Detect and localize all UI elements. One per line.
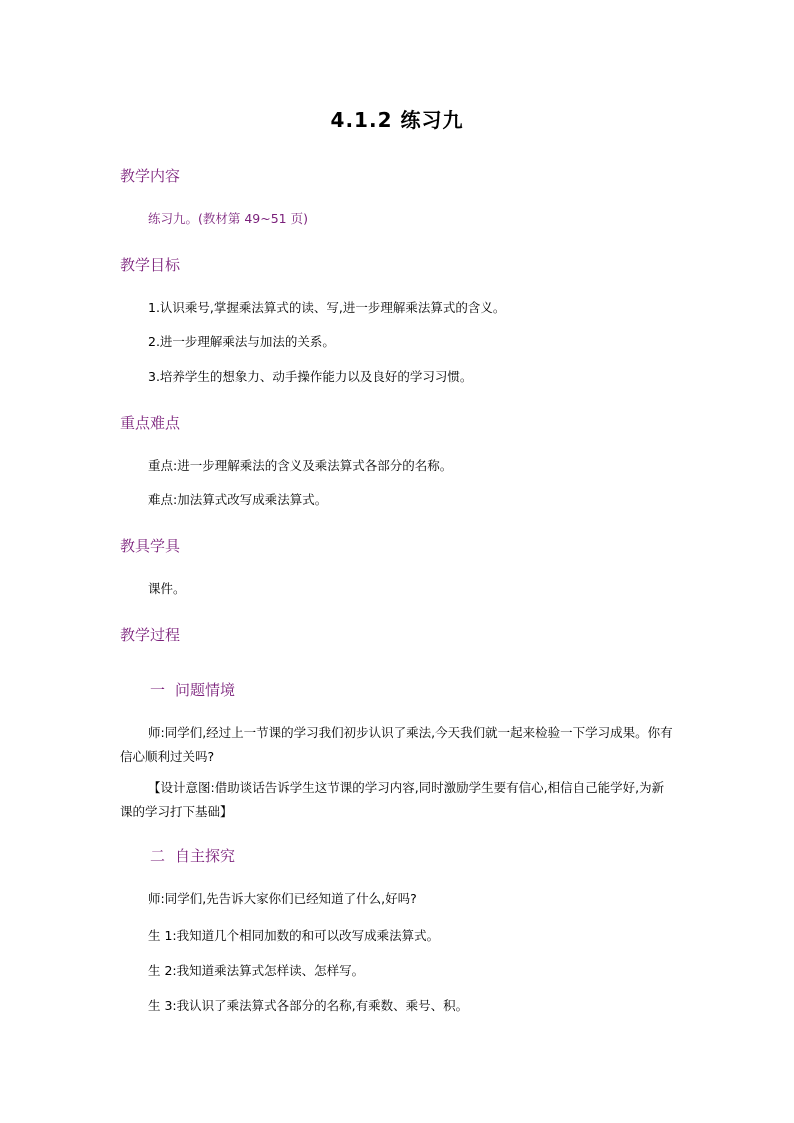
heading-keypoints: 重点难点 bbox=[120, 414, 181, 432]
heading-process: 教学过程 bbox=[120, 626, 181, 644]
subheading-self-exploration bbox=[150, 845, 235, 866]
keypoint-item-2: 难点:加法算式改写成乘法算式。 bbox=[148, 492, 328, 507]
subheading-number: 二 bbox=[150, 847, 166, 865]
keypoint-item-1: 重点:进一步理解乘法的含义及乘法算式各部分的名称。 bbox=[148, 458, 453, 473]
process-part2-paragraph-1: 师:同学们,先告诉大家你们已经知道了什么,好吗? bbox=[148, 891, 417, 906]
subheading-title: 自主探究 bbox=[175, 847, 236, 865]
goal-item-2: 2.进一步理解乘法与加法的关系。 bbox=[148, 334, 335, 349]
goal-item-3: 3.培养学生的想象力、动手操作能力以及良好的学习习惯。 bbox=[148, 369, 473, 384]
subheading-title: 问题情境 bbox=[175, 681, 236, 699]
goal-item-1: 1.认识乘号,掌握乘法算式的读、写,进一步理解乘法算式的含义。 bbox=[148, 300, 506, 315]
content-text: 练习九。(教材第 49~51 页) bbox=[148, 211, 308, 226]
process-part1-paragraph-1: 师:同学们,经过上一节课的学习我们初步认识了乘法,今天我们就一起来检验一下学习成果。你有信心顺利过关吗? bbox=[120, 725, 673, 764]
process-part2-paragraph-2: 生 1:我知道几个相同加数的和可以改写成乘法算式。 bbox=[148, 928, 440, 943]
heading-tools: 教具学具 bbox=[120, 537, 181, 555]
page-title: 4.1.2 练习九 bbox=[330, 108, 464, 132]
subheading-problem-situation bbox=[150, 679, 235, 700]
subheading-number: 一 bbox=[150, 681, 166, 699]
process-part1-paragraph-2: 【设计意图:借助谈话告诉学生这节课的学习内容,同时激励学生要有信心,相信自己能学好,为新课的学习打下基础】 bbox=[120, 780, 665, 819]
process-part2-paragraph-3: 生 2:我知道乘法算式怎样读、怎样写。 bbox=[148, 963, 365, 978]
heading-content: 教学内容 bbox=[120, 167, 181, 185]
heading-goals: 教学目标 bbox=[120, 256, 181, 274]
process-part2-paragraph-4: 生 3:我认识了乘法算式各部分的名称,有乘数、乘号、积。 bbox=[148, 998, 469, 1013]
tools-text: 课件。 bbox=[148, 581, 186, 596]
